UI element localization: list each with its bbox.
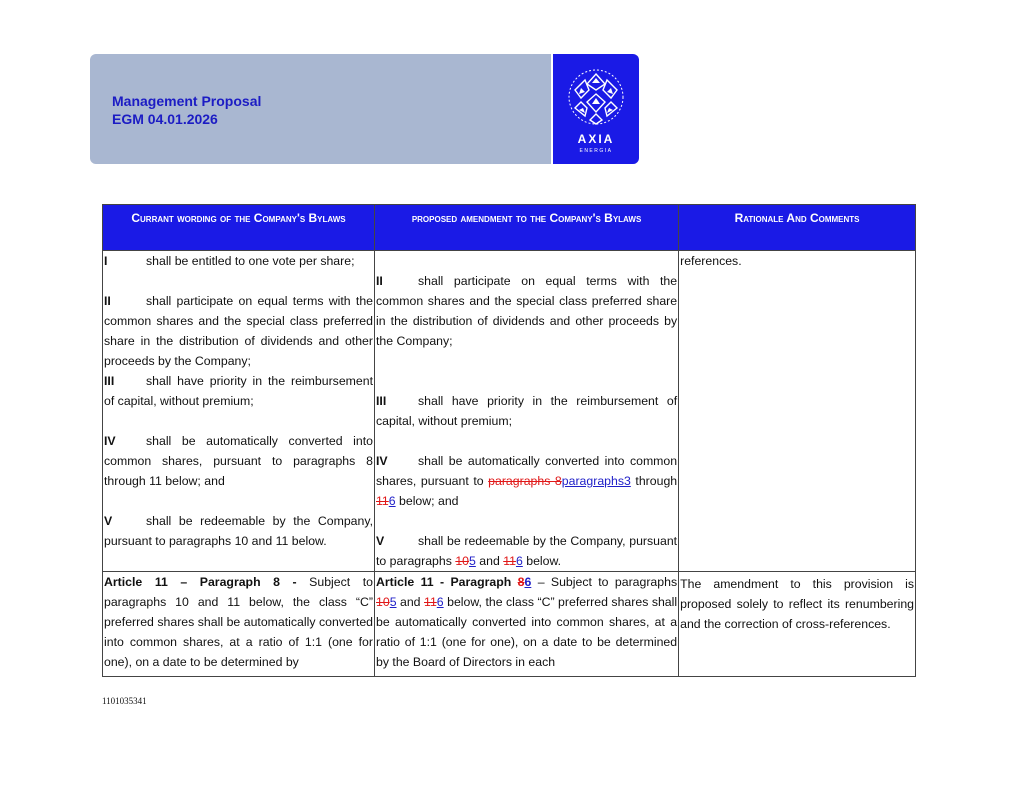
rationale-cell: references. [679,251,916,572]
logo-name: AXIA [577,132,615,146]
inserted-text: paragraphs3 [561,474,631,488]
header-current-wording: Currant wording of the Company's Bylaws [103,205,375,251]
company-logo [553,54,639,164]
rationale-cell: The amendment to this provision is proposed solely to reflect its renumbering and the correction of cross-references. [679,572,916,677]
list-item: II shall participate on equal terms with the common shares and the special class preferred share in the distribution of dividends and other proceeds by the Company; [376,274,678,348]
document-title [112,92,261,128]
proposed-amendment-cell: Article 11 - Paragraph 86 – Subject to paragraphs 105 and 116 below, the class “C” preferred shares shall be automatically converted into common shares, at a ratio of 1:1 (one for one), on a date to be determined by the Board of Directors in each [375,572,679,677]
list-item: IV shall be automatically converted into common shares, pursuant to paragraphs 8 through 11 below; and [104,434,373,488]
header-proposed-amendment: proposed amendment to the Company's Bylaws [375,205,679,251]
deleted-text: 10 [455,554,469,568]
inserted-text: 6 [388,494,396,508]
list-item: III shall have priority in the reimbursement of capital, without premium; [104,374,373,408]
header-rationale: Rationale And Comments [679,205,916,251]
list-item: V shall be redeemable by the Company, pursuant to paragraphs 10 and 11 below. [104,514,373,548]
inserted-text: 6 [515,554,523,568]
deleted-text: 8 [517,575,525,589]
inserted-text: 5 [469,554,476,568]
inserted-text: 6 [436,595,444,609]
list-item: IV shall be automatically converted into common shares, pursuant to paragraphs 8paragraphs3 through 116 below; and [376,454,678,508]
deleted-text: 11 [503,554,516,568]
deleted-text: 11 [424,595,437,609]
table-row [103,251,916,572]
title-line-2: EGM 04.01.2026 [112,111,218,127]
current-wording-cell: Article 11 – Paragraph 8 - Subject to paragraphs 10 and 11 below, the class “C” preferred shares shall be automatically converted into common shares, at a ratio of 1:1 (one for one), on a date to be determined by [103,572,375,677]
geodesic-sphere-icon [567,68,625,126]
current-wording-cell [103,251,375,572]
list-item: I shall be entitled to one vote per share; [104,254,355,268]
document-id: 1101035341 [102,696,147,706]
list-item: V shall be redeemable by the Company, pursuant to paragraphs 105 and 116 below. [376,534,678,568]
inserted-text: 6 [524,575,532,589]
table-row [103,572,916,677]
proposed-amendment-cell [375,251,679,572]
table-header-row [103,205,916,251]
deleted-text: 10 [376,595,390,609]
bylaws-comparison-table [102,204,916,677]
title-line-1: Management Proposal [112,93,262,109]
inserted-text: 5 [389,595,397,609]
list-item: II shall participate on equal terms with the common shares and the special class preferred share in the distribution of dividends and other proceeds by the Company; [104,294,373,368]
deleted-text: 11 [376,494,389,508]
list-item: III shall have priority in the reimbursement of capital, without premium; [376,394,678,428]
logo-subtitle: ENERGIA [579,148,613,154]
deleted-text: paragraphs 8 [488,474,562,488]
